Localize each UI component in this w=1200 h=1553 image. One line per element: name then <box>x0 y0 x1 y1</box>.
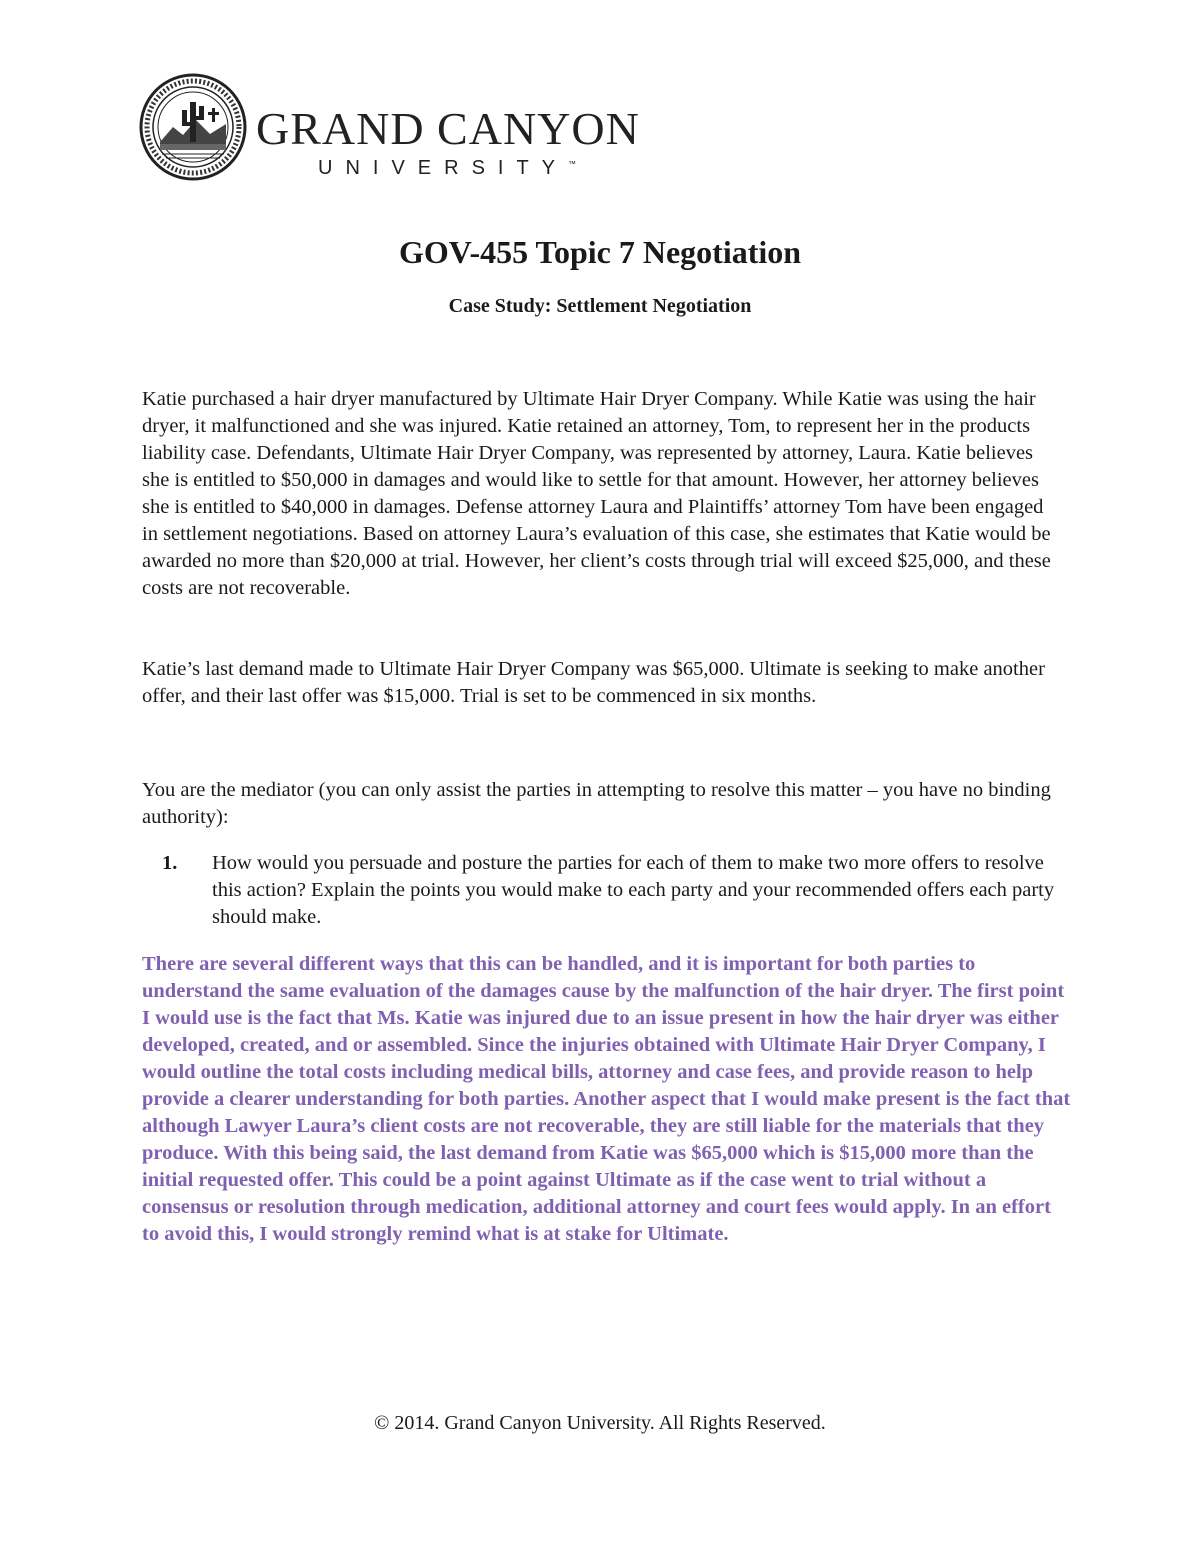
university-logo <box>138 72 640 182</box>
document-title: GOV-455 Topic 7 Negotiation <box>398 234 802 270</box>
question-number: 1. <box>162 852 178 874</box>
document-subtitle: Case Study: Settlement Negotiation <box>448 295 752 317</box>
question-text: How would you persuade and posture the parties for each of them to make two more offers to resolve this action? Explain the points you would make to each party and your recommended offers each party should make. <box>212 852 1055 928</box>
logo-wordmark-university: UNIVERSITY <box>318 157 569 179</box>
logo-wordmark-line2 <box>318 158 576 178</box>
student-answer: There are several different ways that this can be handled, and it is important for both parties to understand the same evaluation of the damages cause by the malfunction of the hair dryer. The first point I would use is the fact that Ms. Katie was injured due to an issue present in how the hair dryer was either developed, created, and or assembled. Since the injuries obtained with Ultimate Hair Dryer Company, I would outline the total costs including medical bills, attorney and case fees, and provide reason to help provide a clearer understanding for both parties. Another aspect that I would make present is the fact that although Lawyer Laura’s client costs are not recoverable, they are still liable for the materials that they produce. With this being said, the last demand from Katie was $65,000 which is $15,000 more than the initial requested offer. This could be a point against Ultimate as if the case went to trial without a consensus or resolution through medication, additional attorney and court fees would apply. In an effort to avoid this, I would strongly remind what is at stake for Ultimate. <box>142 953 1071 1245</box>
university-seal-icon <box>138 72 248 182</box>
copyright-footer: © 2014. Grand Canyon University. All Rights Reserved. <box>374 1412 826 1434</box>
mediator-instructions: You are the mediator (you can only assist the parties in attempting to resolve this matter – you have no binding authority): <box>142 779 1051 828</box>
trademark-symbol: ™ <box>568 159 577 169</box>
case-paragraph-2: Katie’s last demand made to Ultimate Hair Dryer Company was $65,000. Ultimate is seeking to make another offer, and their last offer was $15,000. Trial is set to be commenced in six months. <box>142 658 1045 707</box>
case-paragraph-1: Katie purchased a hair dryer manufactured by Ultimate Hair Dryer Company. While Katie was using the hair dryer, it malfunctioned and she was injured. Katie retained an attorney, Tom, to represent her in the products liability case. Defendants, Ultimate Hair Dryer Company, was represented by attorney, Laura. Katie believes she is entitled to $50,000 in damages and would like to settle for that amount. However, her attorney believes she is entitled to $40,000 in damages. Defense attorney Laura and Plaintiffs’ attorney Tom have been engaged in settlement negotiations. Based on attorney Laura’s evaluation of this case, she estimates that Katie would be awarded no more than $20,000 at trial. However, her client’s costs through trial will exceed $25,000, and these costs are not recoverable. <box>142 388 1051 599</box>
logo-wordmark-line1: GRAND CANYON <box>256 103 640 154</box>
